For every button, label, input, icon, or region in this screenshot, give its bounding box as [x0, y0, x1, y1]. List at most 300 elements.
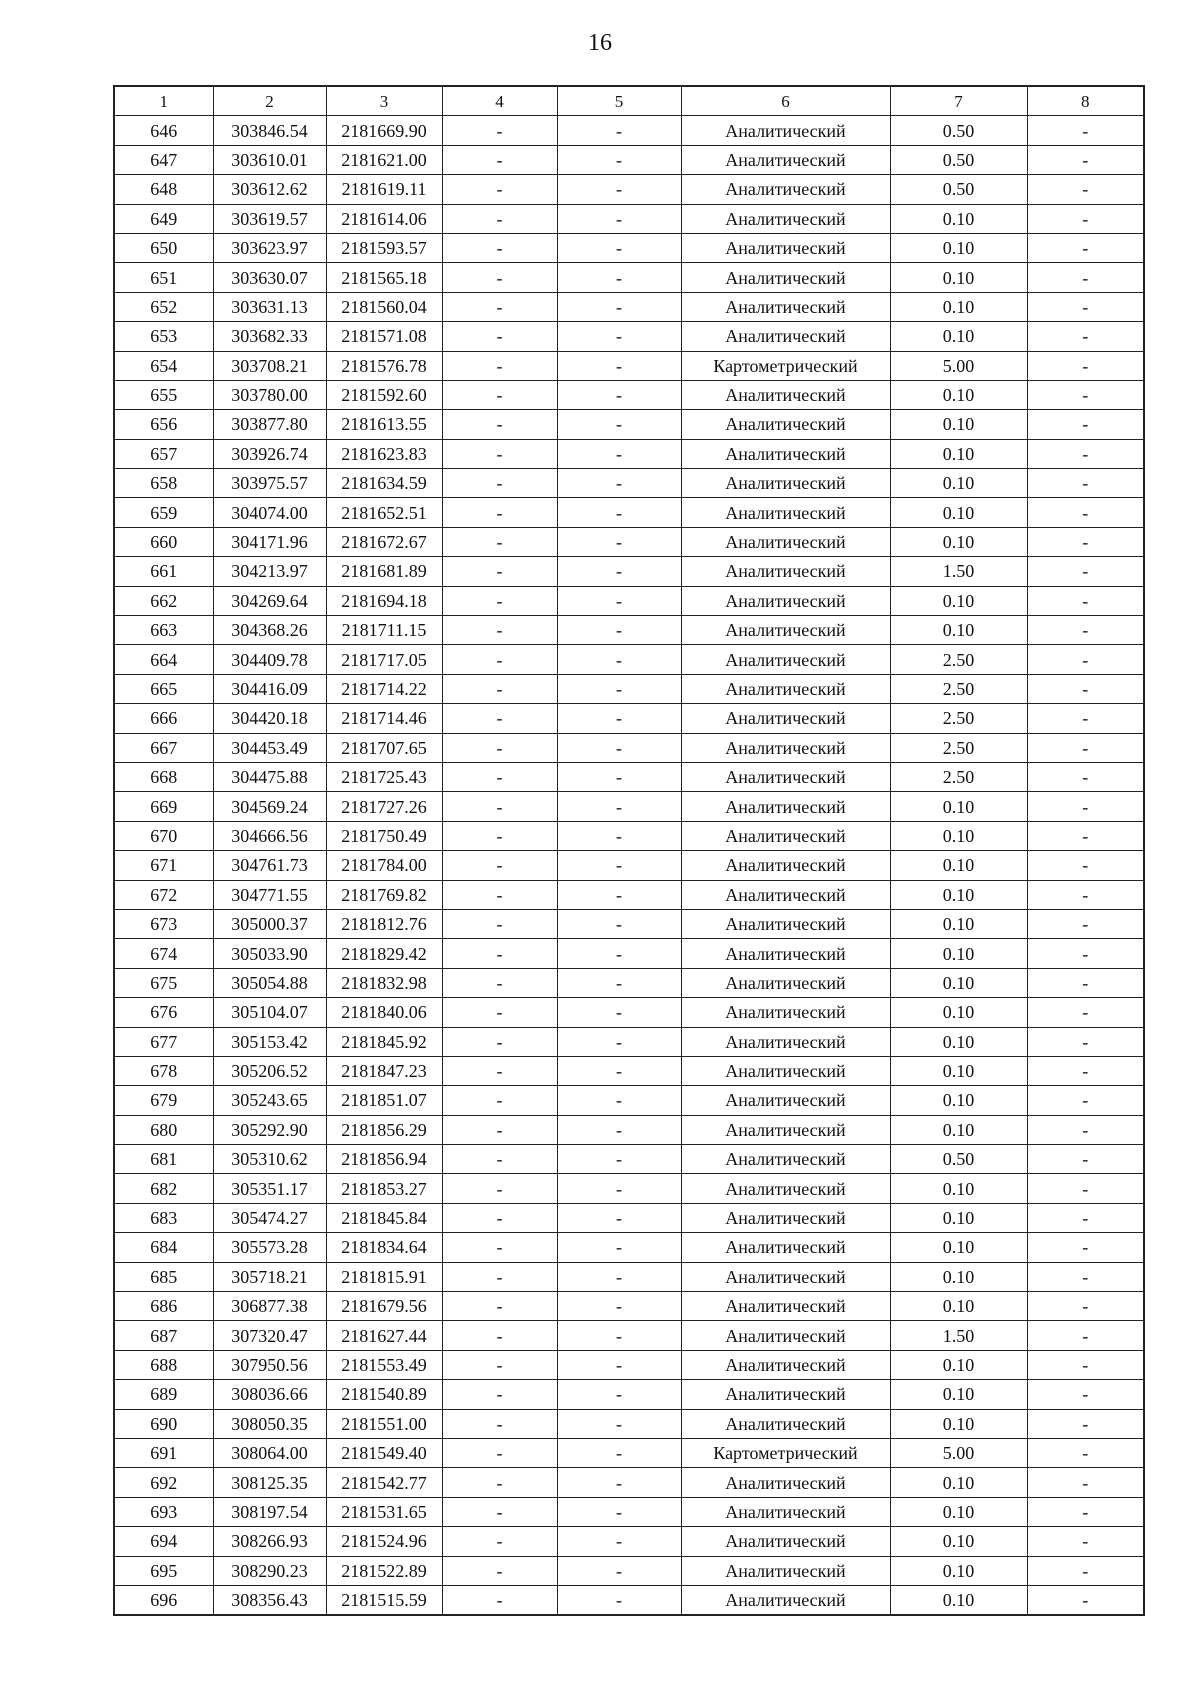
col5-cell: -: [557, 557, 681, 586]
col4-cell: -: [442, 557, 557, 586]
method-cell: Аналитический: [681, 1056, 890, 1085]
col8-cell: -: [1027, 1233, 1144, 1262]
x-coordinate-cell: 305474.27: [213, 1203, 326, 1232]
accuracy-cell: 0.10: [890, 880, 1027, 909]
col8-cell: -: [1027, 498, 1144, 527]
y-coordinate-cell: 2181619.11: [326, 175, 442, 204]
y-coordinate-cell: 2181614.06: [326, 204, 442, 233]
y-coordinate-cell: 2181531.65: [326, 1497, 442, 1526]
y-coordinate-cell: 2181672.67: [326, 527, 442, 556]
point-number-cell: 672: [114, 880, 213, 909]
col8-cell: -: [1027, 322, 1144, 351]
x-coordinate-cell: 305310.62: [213, 1145, 326, 1174]
y-coordinate-cell: 2181524.96: [326, 1527, 442, 1556]
col4-cell: -: [442, 233, 557, 262]
accuracy-cell: 5.00: [890, 351, 1027, 380]
y-coordinate-cell: 2181845.92: [326, 1027, 442, 1056]
x-coordinate-cell: 303631.13: [213, 292, 326, 321]
method-cell: Аналитический: [681, 1585, 890, 1615]
col5-cell: -: [557, 116, 681, 145]
col4-cell: -: [442, 939, 557, 968]
method-cell: Аналитический: [681, 263, 890, 292]
table-row: [114, 733, 1144, 762]
table-row: [114, 674, 1144, 703]
x-coordinate-cell: 304666.56: [213, 821, 326, 850]
method-cell: Аналитический: [681, 233, 890, 262]
col4-cell: -: [442, 1292, 557, 1321]
point-number-cell: 654: [114, 351, 213, 380]
y-coordinate-cell: 2181553.49: [326, 1350, 442, 1379]
point-number-cell: 669: [114, 792, 213, 821]
x-coordinate-cell: 303623.97: [213, 233, 326, 262]
table-row: [114, 792, 1144, 821]
accuracy-cell: 0.10: [890, 498, 1027, 527]
accuracy-cell: 0.50: [890, 145, 1027, 174]
accuracy-cell: 0.10: [890, 1056, 1027, 1085]
y-coordinate-cell: 2181551.00: [326, 1409, 442, 1438]
point-number-cell: 646: [114, 116, 213, 145]
accuracy-cell: 2.50: [890, 704, 1027, 733]
accuracy-cell: 0.10: [890, 939, 1027, 968]
table-row: [114, 1056, 1144, 1085]
x-coordinate-cell: 303780.00: [213, 380, 326, 409]
y-coordinate-cell: 2181540.89: [326, 1380, 442, 1409]
table-row: [114, 1527, 1144, 1556]
accuracy-cell: 0.50: [890, 175, 1027, 204]
table-row: [114, 998, 1144, 1027]
method-cell: Аналитический: [681, 1497, 890, 1526]
col4-cell: -: [442, 1380, 557, 1409]
point-number-cell: 671: [114, 851, 213, 880]
col4-cell: -: [442, 292, 557, 321]
y-coordinate-cell: 2181576.78: [326, 351, 442, 380]
table-row: [114, 175, 1144, 204]
col4-cell: -: [442, 1321, 557, 1350]
table-row: [114, 557, 1144, 586]
table-row: [114, 1468, 1144, 1497]
method-cell: Аналитический: [681, 1350, 890, 1379]
col4-cell: -: [442, 1056, 557, 1085]
x-coordinate-cell: 304771.55: [213, 880, 326, 909]
point-number-cell: 685: [114, 1262, 213, 1291]
col8-cell: -: [1027, 1438, 1144, 1467]
col8-cell: -: [1027, 674, 1144, 703]
accuracy-cell: 2.50: [890, 733, 1027, 762]
col8-cell: -: [1027, 557, 1144, 586]
accuracy-cell: 0.10: [890, 1174, 1027, 1203]
col8-cell: -: [1027, 880, 1144, 909]
column-header: 5: [557, 86, 681, 116]
method-cell: Аналитический: [681, 762, 890, 791]
table-row: [114, 439, 1144, 468]
table-row: [114, 233, 1144, 262]
point-number-cell: 677: [114, 1027, 213, 1056]
col4-cell: -: [442, 704, 557, 733]
point-number-cell: 682: [114, 1174, 213, 1203]
col4-cell: -: [442, 1350, 557, 1379]
coordinates-table: [113, 85, 1145, 1616]
col8-cell: -: [1027, 1497, 1144, 1526]
point-number-cell: 674: [114, 939, 213, 968]
col8-cell: -: [1027, 1409, 1144, 1438]
y-coordinate-cell: 2181714.22: [326, 674, 442, 703]
col5-cell: -: [557, 674, 681, 703]
table-header-row: [114, 86, 1144, 116]
point-number-cell: 686: [114, 1292, 213, 1321]
column-header: 1: [114, 86, 213, 116]
point-number-cell: 694: [114, 1527, 213, 1556]
point-number-cell: 695: [114, 1556, 213, 1585]
method-cell: Аналитический: [681, 1027, 890, 1056]
col8-cell: -: [1027, 380, 1144, 409]
page-number: 16: [588, 30, 612, 56]
table-row: [114, 1203, 1144, 1232]
x-coordinate-cell: 303682.33: [213, 322, 326, 351]
method-cell: Аналитический: [681, 1292, 890, 1321]
col5-cell: -: [557, 1203, 681, 1232]
col5-cell: -: [557, 1527, 681, 1556]
y-coordinate-cell: 2181634.59: [326, 469, 442, 498]
x-coordinate-cell: 307950.56: [213, 1350, 326, 1379]
col4-cell: -: [442, 998, 557, 1027]
x-coordinate-cell: 305718.21: [213, 1262, 326, 1291]
method-cell: Аналитический: [681, 322, 890, 351]
x-coordinate-cell: 308050.35: [213, 1409, 326, 1438]
accuracy-cell: 0.10: [890, 998, 1027, 1027]
method-cell: Аналитический: [681, 1203, 890, 1232]
col5-cell: -: [557, 616, 681, 645]
point-number-cell: 658: [114, 469, 213, 498]
accuracy-cell: 0.10: [890, 1233, 1027, 1262]
col5-cell: -: [557, 469, 681, 498]
col4-cell: -: [442, 645, 557, 674]
y-coordinate-cell: 2181681.89: [326, 557, 442, 586]
method-cell: Аналитический: [681, 175, 890, 204]
method-cell: Аналитический: [681, 145, 890, 174]
x-coordinate-cell: 305153.42: [213, 1027, 326, 1056]
col4-cell: -: [442, 1527, 557, 1556]
col8-cell: -: [1027, 1556, 1144, 1585]
col4-cell: -: [442, 527, 557, 556]
method-cell: Аналитический: [681, 1468, 890, 1497]
col5-cell: -: [557, 145, 681, 174]
point-number-cell: 691: [114, 1438, 213, 1467]
col8-cell: -: [1027, 145, 1144, 174]
method-cell: Аналитический: [681, 204, 890, 233]
point-number-cell: 687: [114, 1321, 213, 1350]
col5-cell: -: [557, 1585, 681, 1615]
accuracy-cell: 0.10: [890, 380, 1027, 409]
method-cell: Аналитический: [681, 821, 890, 850]
y-coordinate-cell: 2181613.55: [326, 410, 442, 439]
method-cell: Аналитический: [681, 292, 890, 321]
y-coordinate-cell: 2181593.57: [326, 233, 442, 262]
x-coordinate-cell: 305000.37: [213, 909, 326, 938]
y-coordinate-cell: 2181829.42: [326, 939, 442, 968]
col4-cell: -: [442, 1438, 557, 1467]
point-number-cell: 683: [114, 1203, 213, 1232]
x-coordinate-cell: 305351.17: [213, 1174, 326, 1203]
col5-cell: -: [557, 1233, 681, 1262]
table-row: [114, 1497, 1144, 1526]
col4-cell: -: [442, 1468, 557, 1497]
y-coordinate-cell: 2181834.64: [326, 1233, 442, 1262]
point-number-cell: 665: [114, 674, 213, 703]
col4-cell: -: [442, 821, 557, 850]
x-coordinate-cell: 305033.90: [213, 939, 326, 968]
x-coordinate-cell: 304453.49: [213, 733, 326, 762]
col8-cell: -: [1027, 1262, 1144, 1291]
x-coordinate-cell: 307320.47: [213, 1321, 326, 1350]
x-coordinate-cell: 304569.24: [213, 792, 326, 821]
accuracy-cell: 0.10: [890, 1585, 1027, 1615]
method-cell: Аналитический: [681, 1262, 890, 1291]
method-cell: Аналитический: [681, 1233, 890, 1262]
col5-cell: -: [557, 263, 681, 292]
accuracy-cell: 0.10: [890, 1409, 1027, 1438]
x-coordinate-cell: 305054.88: [213, 968, 326, 997]
col8-cell: -: [1027, 1056, 1144, 1085]
col5-cell: -: [557, 880, 681, 909]
col8-cell: -: [1027, 1086, 1144, 1115]
method-cell: Аналитический: [681, 1527, 890, 1556]
y-coordinate-cell: 2181714.46: [326, 704, 442, 733]
point-number-cell: 659: [114, 498, 213, 527]
accuracy-cell: 5.00: [890, 1438, 1027, 1467]
col5-cell: -: [557, 645, 681, 674]
col5-cell: -: [557, 204, 681, 233]
x-coordinate-cell: 308356.43: [213, 1585, 326, 1615]
col4-cell: -: [442, 674, 557, 703]
col8-cell: -: [1027, 733, 1144, 762]
point-number-cell: 692: [114, 1468, 213, 1497]
table-row: [114, 116, 1144, 145]
col8-cell: -: [1027, 1115, 1144, 1144]
table-row: [114, 645, 1144, 674]
accuracy-cell: 0.10: [890, 1203, 1027, 1232]
point-number-cell: 662: [114, 586, 213, 615]
y-coordinate-cell: 2181725.43: [326, 762, 442, 791]
col5-cell: -: [557, 1350, 681, 1379]
col5-cell: -: [557, 821, 681, 850]
col5-cell: -: [557, 1438, 681, 1467]
col5-cell: -: [557, 1380, 681, 1409]
point-number-cell: 680: [114, 1115, 213, 1144]
point-number-cell: 678: [114, 1056, 213, 1085]
table-row: [114, 1115, 1144, 1144]
table-row: [114, 145, 1144, 174]
col4-cell: -: [442, 792, 557, 821]
table-row: [114, 1350, 1144, 1379]
col8-cell: -: [1027, 1468, 1144, 1497]
col5-cell: -: [557, 998, 681, 1027]
x-coordinate-cell: 304269.64: [213, 586, 326, 615]
col8-cell: -: [1027, 645, 1144, 674]
col4-cell: -: [442, 1556, 557, 1585]
accuracy-cell: 0.10: [890, 1380, 1027, 1409]
y-coordinate-cell: 2181769.82: [326, 880, 442, 909]
column-header: 4: [442, 86, 557, 116]
table-row: [114, 1145, 1144, 1174]
col4-cell: -: [442, 1585, 557, 1615]
point-number-cell: 688: [114, 1350, 213, 1379]
method-cell: Аналитический: [681, 704, 890, 733]
method-cell: Аналитический: [681, 498, 890, 527]
x-coordinate-cell: 304416.09: [213, 674, 326, 703]
col4-cell: -: [442, 175, 557, 204]
col4-cell: -: [442, 439, 557, 468]
x-coordinate-cell: 304213.97: [213, 557, 326, 586]
y-coordinate-cell: 2181694.18: [326, 586, 442, 615]
col5-cell: -: [557, 175, 681, 204]
method-cell: Картометрический: [681, 351, 890, 380]
y-coordinate-cell: 2181847.23: [326, 1056, 442, 1085]
column-header: 3: [326, 86, 442, 116]
table-row: [114, 498, 1144, 527]
y-coordinate-cell: 2181717.05: [326, 645, 442, 674]
table-row: [114, 1174, 1144, 1203]
x-coordinate-cell: 303975.57: [213, 469, 326, 498]
table-row: [114, 968, 1144, 997]
y-coordinate-cell: 2181565.18: [326, 263, 442, 292]
col4-cell: -: [442, 733, 557, 762]
method-cell: Аналитический: [681, 1145, 890, 1174]
point-number-cell: 681: [114, 1145, 213, 1174]
x-coordinate-cell: 305243.65: [213, 1086, 326, 1115]
accuracy-cell: 0.10: [890, 1497, 1027, 1526]
column-header: 2: [213, 86, 326, 116]
method-cell: Аналитический: [681, 1174, 890, 1203]
y-coordinate-cell: 2181549.40: [326, 1438, 442, 1467]
col5-cell: -: [557, 292, 681, 321]
table-row: [114, 380, 1144, 409]
x-coordinate-cell: 305206.52: [213, 1056, 326, 1085]
x-coordinate-cell: 308064.00: [213, 1438, 326, 1467]
y-coordinate-cell: 2181853.27: [326, 1174, 442, 1203]
col5-cell: -: [557, 792, 681, 821]
col8-cell: -: [1027, 586, 1144, 615]
method-cell: Аналитический: [681, 968, 890, 997]
point-number-cell: 653: [114, 322, 213, 351]
x-coordinate-cell: 308036.66: [213, 1380, 326, 1409]
col8-cell: -: [1027, 792, 1144, 821]
y-coordinate-cell: 2181571.08: [326, 322, 442, 351]
accuracy-cell: 0.10: [890, 527, 1027, 556]
table-row: [114, 1585, 1144, 1615]
y-coordinate-cell: 2181627.44: [326, 1321, 442, 1350]
col4-cell: -: [442, 351, 557, 380]
col5-cell: -: [557, 704, 681, 733]
table-row: [114, 351, 1144, 380]
col4-cell: -: [442, 263, 557, 292]
y-coordinate-cell: 2181815.91: [326, 1262, 442, 1291]
col5-cell: -: [557, 1409, 681, 1438]
point-number-cell: 647: [114, 145, 213, 174]
table-row: [114, 1409, 1144, 1438]
col8-cell: -: [1027, 263, 1144, 292]
y-coordinate-cell: 2181832.98: [326, 968, 442, 997]
column-header: 6: [681, 86, 890, 116]
col5-cell: -: [557, 968, 681, 997]
col8-cell: -: [1027, 1321, 1144, 1350]
col4-cell: -: [442, 1027, 557, 1056]
table-row: [114, 1262, 1144, 1291]
y-coordinate-cell: 2181711.15: [326, 616, 442, 645]
table-row: [114, 939, 1144, 968]
col4-cell: -: [442, 909, 557, 938]
x-coordinate-cell: 304171.96: [213, 527, 326, 556]
table-row: [114, 880, 1144, 909]
col5-cell: -: [557, 939, 681, 968]
col8-cell: -: [1027, 851, 1144, 880]
x-coordinate-cell: 303926.74: [213, 439, 326, 468]
method-cell: Аналитический: [681, 909, 890, 938]
point-number-cell: 663: [114, 616, 213, 645]
x-coordinate-cell: 304420.18: [213, 704, 326, 733]
x-coordinate-cell: 303846.54: [213, 116, 326, 145]
x-coordinate-cell: 303630.07: [213, 263, 326, 292]
point-number-cell: 673: [114, 909, 213, 938]
col4-cell: -: [442, 116, 557, 145]
col4-cell: -: [442, 469, 557, 498]
accuracy-cell: 0.10: [890, 322, 1027, 351]
table-row: [114, 1027, 1144, 1056]
x-coordinate-cell: 303619.57: [213, 204, 326, 233]
table-row: [114, 292, 1144, 321]
y-coordinate-cell: 2181840.06: [326, 998, 442, 1027]
method-cell: Аналитический: [681, 586, 890, 615]
table-row: [114, 1292, 1144, 1321]
method-cell: Аналитический: [681, 1380, 890, 1409]
col5-cell: -: [557, 851, 681, 880]
col4-cell: -: [442, 1203, 557, 1232]
col8-cell: -: [1027, 616, 1144, 645]
point-number-cell: 649: [114, 204, 213, 233]
col5-cell: -: [557, 762, 681, 791]
col4-cell: -: [442, 586, 557, 615]
col8-cell: -: [1027, 704, 1144, 733]
col8-cell: -: [1027, 233, 1144, 262]
col4-cell: -: [442, 1497, 557, 1526]
x-coordinate-cell: 308125.35: [213, 1468, 326, 1497]
accuracy-cell: 0.10: [890, 469, 1027, 498]
accuracy-cell: 0.10: [890, 1350, 1027, 1379]
y-coordinate-cell: 2181856.29: [326, 1115, 442, 1144]
point-number-cell: 650: [114, 233, 213, 262]
point-number-cell: 675: [114, 968, 213, 997]
point-number-cell: 689: [114, 1380, 213, 1409]
method-cell: Аналитический: [681, 1086, 890, 1115]
point-number-cell: 660: [114, 527, 213, 556]
accuracy-cell: 0.10: [890, 233, 1027, 262]
col5-cell: -: [557, 410, 681, 439]
x-coordinate-cell: 305573.28: [213, 1233, 326, 1262]
table-row: [114, 586, 1144, 615]
accuracy-cell: 0.10: [890, 1527, 1027, 1556]
point-number-cell: 655: [114, 380, 213, 409]
col5-cell: -: [557, 1262, 681, 1291]
x-coordinate-cell: 303612.62: [213, 175, 326, 204]
col5-cell: -: [557, 233, 681, 262]
table-row: [114, 1556, 1144, 1585]
table-row: [114, 1321, 1144, 1350]
point-number-cell: 696: [114, 1585, 213, 1615]
method-cell: Аналитический: [681, 410, 890, 439]
point-number-cell: 670: [114, 821, 213, 850]
point-number-cell: 667: [114, 733, 213, 762]
col4-cell: -: [442, 851, 557, 880]
x-coordinate-cell: 303877.80: [213, 410, 326, 439]
